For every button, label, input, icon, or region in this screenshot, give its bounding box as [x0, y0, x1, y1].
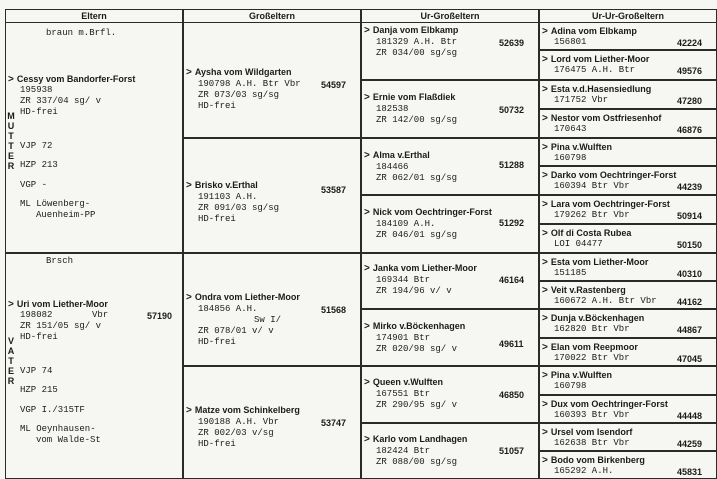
header-eltern: Eltern: [5, 9, 183, 23]
grandparent-name: > Aysha vom Wildgarten: [186, 67, 292, 78]
ggreat-name: > Dux vom Oechtringer-Forst: [542, 399, 668, 410]
ggreat-num: 40310: [677, 269, 703, 279]
mutter-hd: HD-frei: [20, 107, 58, 117]
grandparent-zr: ZR 002/03 v/sg: [198, 428, 274, 438]
grandparent-reg: 184856 A.H.: [198, 304, 258, 314]
ggreat-num: 46876: [677, 125, 703, 135]
ggreat-name: > Pina v.Wulften: [542, 142, 613, 153]
ggreat-name: > Nestor vom Ostfriesenhof: [542, 113, 662, 124]
vater-side-label: VATER: [6, 336, 16, 386]
cell-ggreat-1: [539, 50, 717, 80]
cell-grandparent-3: [183, 366, 361, 479]
cell-ggreat-15: [539, 451, 717, 479]
ggreat-name: > Ursel vom Isendorf: [542, 427, 633, 438]
cell-grandparent-1: [183, 138, 361, 253]
ggreat-name: > Elan vom Reepmoor: [542, 342, 638, 353]
vater-vjp: VJP 74: [20, 366, 53, 376]
great-name: > Nick vom Oechtringer-Forst: [364, 207, 492, 218]
grandparent-reg: 190798 A.H. Btr Vbr: [198, 79, 301, 89]
grandparent-zr: ZR 091/03 sg/sg: [198, 203, 280, 213]
grandparent-name: > Brisko v.Erthal: [186, 180, 258, 191]
great-zr: ZR 142/00 sg/sg: [376, 115, 458, 125]
ggreat-reg: 160393 Btr Vbr: [554, 410, 630, 420]
ggreat-reg: 151185: [554, 268, 587, 278]
vater-ml1: ML Oeynhausen-: [20, 424, 96, 434]
great-zr: ZR 290/95 sg/ v: [376, 400, 458, 410]
great-num: 50732: [499, 105, 525, 115]
mutter-reg: 195938: [20, 85, 53, 95]
great-zr: ZR 062/01 sg/sg: [376, 173, 458, 183]
cell-ggreat-10: [539, 309, 717, 338]
mutter-name: > Cessy vom Bandorfer-Forst: [8, 74, 136, 85]
cell-ggreat-13: [539, 395, 717, 423]
grandparent-num: 54597: [321, 80, 347, 90]
great-num: 49611: [499, 339, 524, 349]
ggreat-num: 50150: [677, 240, 703, 250]
great-name: > Janka vom Liether-Moor: [364, 263, 477, 274]
header-grosseltern: Großeltern: [183, 9, 361, 23]
ggreat-reg: LOI 04477: [554, 239, 603, 249]
grandparent-name: > Matze vom Schinkelberg: [186, 405, 300, 416]
cell-ggreat-4: [539, 138, 717, 166]
grandparent-hd: HD-frei: [198, 101, 236, 111]
ggreat-name: > Veit v.Rastenberg: [542, 285, 626, 296]
mutter-side-label: MUTTER: [6, 111, 16, 171]
cell-ggreat-7: [539, 224, 717, 253]
grandparent-num: 53747: [321, 418, 347, 428]
great-num: 46850: [499, 390, 525, 400]
ggreat-reg: 160798: [554, 381, 587, 391]
grandparent-zr: ZR 073/03 sg/sg: [198, 90, 280, 100]
ggreat-num: 47045: [677, 354, 703, 364]
vater-ml2: vom Walde-St: [36, 435, 101, 445]
ggreat-name: > Esta vom Liether-Moor: [542, 257, 649, 268]
ggreat-name: > Bodo vom Birkenberg: [542, 455, 645, 466]
ggreat-reg: 160798: [554, 153, 587, 163]
grandparent-name: > Ondra vom Liether-Moor: [186, 292, 300, 303]
header-ururgrosseltern: Ur-Ur-Großeltern: [539, 9, 717, 23]
ggreat-name: > Olf di Costa Rubea: [542, 228, 632, 239]
vater-zr: ZR 151/05 sg/ v: [20, 321, 102, 331]
vater-name: > Uri vom Liether-Moor: [8, 299, 108, 310]
cell-ggreat-14: [539, 423, 717, 451]
cell-ggreat-12: [539, 366, 717, 395]
ggreat-name: > Dunja v.Böckenhagen: [542, 313, 645, 324]
great-name: > Danja vom Elbkamp: [364, 25, 459, 36]
vater-vgp: VGP I./315TF: [20, 405, 85, 415]
great-zr: ZR 020/98 sg/ v: [376, 344, 458, 354]
great-reg: 169344 Btr: [376, 275, 431, 285]
ggreat-num: 45831: [677, 467, 703, 477]
great-zr: ZR 088/00 sg/sg: [376, 457, 458, 467]
great-name: > Karlo vom Landhagen: [364, 434, 468, 445]
ggreat-num: 50914: [677, 211, 703, 221]
great-num: 51057: [499, 446, 525, 456]
cell-ggreat-9: [539, 281, 717, 309]
ggreat-num: 44239: [677, 182, 703, 192]
ggreat-num: 44162: [677, 297, 703, 307]
ggreat-reg: 170643: [554, 124, 587, 134]
mutter-hzp: HZP 213: [20, 160, 58, 170]
ggreat-name: > Darko vom Oechtringer-Forst: [542, 170, 677, 181]
mutter-color: braun m.Brfl.: [46, 28, 117, 38]
great-reg: 184109 A.H.: [376, 219, 436, 229]
great-name: > Alma v.Erthal: [364, 150, 430, 161]
cell-great-7: [361, 423, 539, 479]
cell-ggreat-2: [539, 80, 717, 109]
great-reg: 174901 Btr: [376, 333, 431, 343]
cell-vater: [5, 253, 183, 479]
grandparent-zr: ZR 078/01 v/ v: [198, 326, 274, 336]
ggreat-name: > Adina vom Elbkamp: [542, 26, 637, 37]
great-num: 52639: [499, 38, 525, 48]
ggreat-reg: 176475 A.H. Btr: [554, 65, 636, 75]
vater-color: Brsch: [46, 256, 74, 266]
grandparent-num: 51568: [321, 305, 347, 315]
great-reg: 182424 Btr: [376, 446, 431, 456]
great-reg: 181329 A.H. Btr: [376, 37, 458, 47]
vater-num: 57190: [147, 311, 173, 321]
ggreat-reg: 160672 A.H. Btr Vbr: [554, 296, 657, 306]
grandparent-reg: 190188 A.H. Vbr: [198, 417, 280, 427]
cell-great-5: [361, 309, 539, 366]
cell-ggreat-11: [539, 338, 717, 366]
cell-ggreat-6: [539, 195, 717, 224]
mutter-vjp: VJP 72: [20, 141, 53, 151]
mutter-ml2: Auenheim-PP: [36, 210, 96, 220]
ggreat-name: > Lara vom Oechtringer-Forst: [542, 199, 670, 210]
ggreat-num: 47280: [677, 96, 703, 106]
great-num: 51288: [499, 160, 525, 170]
great-num: 51292: [499, 218, 525, 228]
great-reg: 182538: [376, 104, 409, 114]
mutter-zr: ZR 337/04 sg/ v: [20, 96, 102, 106]
cell-grandparent-2: [183, 253, 361, 366]
ggreat-num: 49576: [677, 66, 703, 76]
cell-ggreat-8: [539, 253, 717, 281]
mutter-vgp: VGP -: [20, 180, 48, 190]
cell-great-4: [361, 253, 539, 309]
ggreat-reg: 179262 Btr Vbr: [554, 210, 630, 220]
ggreat-name: > Lord vom Liether-Moor: [542, 54, 650, 65]
ggreat-reg: 160394 Btr Vbr: [554, 181, 630, 191]
ggreat-reg: 171752 Vbr: [554, 95, 609, 105]
great-zr: ZR 046/01 sg/sg: [376, 230, 458, 240]
ggreat-reg: 162638 Btr Vbr: [554, 438, 630, 448]
ggreat-num: 44448: [677, 411, 703, 421]
ggreat-num: 44259: [677, 439, 703, 449]
ggreat-reg: 156801: [554, 37, 587, 47]
cell-great-0: [361, 22, 539, 80]
grandparent-hd: HD-frei: [198, 439, 236, 449]
great-reg: 167551 Btr: [376, 389, 431, 399]
great-reg: 184466: [376, 162, 409, 172]
header-urgrosseltern: Ur-Großeltern: [361, 9, 539, 23]
cell-great-2: [361, 138, 539, 195]
ggreat-reg: 170022 Btr Vbr: [554, 353, 630, 363]
cell-ggreat-5: [539, 166, 717, 195]
vater-hzp: HZP 215: [20, 385, 58, 395]
ggreat-name: > Pina v.Wulften: [542, 370, 613, 381]
vater-hd: HD-frei: [20, 332, 58, 342]
ggreat-reg: 162820 Btr Vbr: [554, 324, 630, 334]
great-zr: ZR 194/96 v/ v: [376, 286, 452, 296]
cell-great-1: [361, 80, 539, 138]
grandparent-reg: 191103 A.H.: [198, 192, 258, 202]
grandparent-hd: HD-frei: [198, 337, 236, 347]
vater-reg: 198082: [20, 310, 53, 320]
cell-grandparent-0: [183, 22, 361, 138]
mutter-ml1: ML Löwenberg-: [20, 199, 91, 209]
ggreat-name: > Esta v.d.Hasensiedlung: [542, 84, 652, 95]
great-name: > Queen v.Wulften: [364, 377, 444, 388]
grandparent-extra: Sw I/: [254, 315, 282, 325]
cell-mutter: [5, 22, 183, 253]
cell-ggreat-3: [539, 109, 717, 138]
great-zr: ZR 034/00 sg/sg: [376, 48, 458, 58]
vater-extra: Vbr: [92, 310, 109, 320]
grandparent-hd: HD-frei: [198, 214, 236, 224]
ggreat-reg: 165292 A.H.: [554, 466, 614, 476]
great-name: > Ernie vom Flaßdiek: [364, 92, 456, 103]
ggreat-num: 42224: [677, 38, 703, 48]
ggreat-num: 44867: [677, 325, 703, 335]
cell-ggreat-0: [539, 22, 717, 50]
grandparent-num: 53587: [321, 185, 347, 195]
cell-great-6: [361, 366, 539, 423]
great-name: > Mirko v.Böckenhagen: [364, 321, 466, 332]
cell-great-3: [361, 195, 539, 253]
great-num: 46164: [499, 275, 525, 285]
